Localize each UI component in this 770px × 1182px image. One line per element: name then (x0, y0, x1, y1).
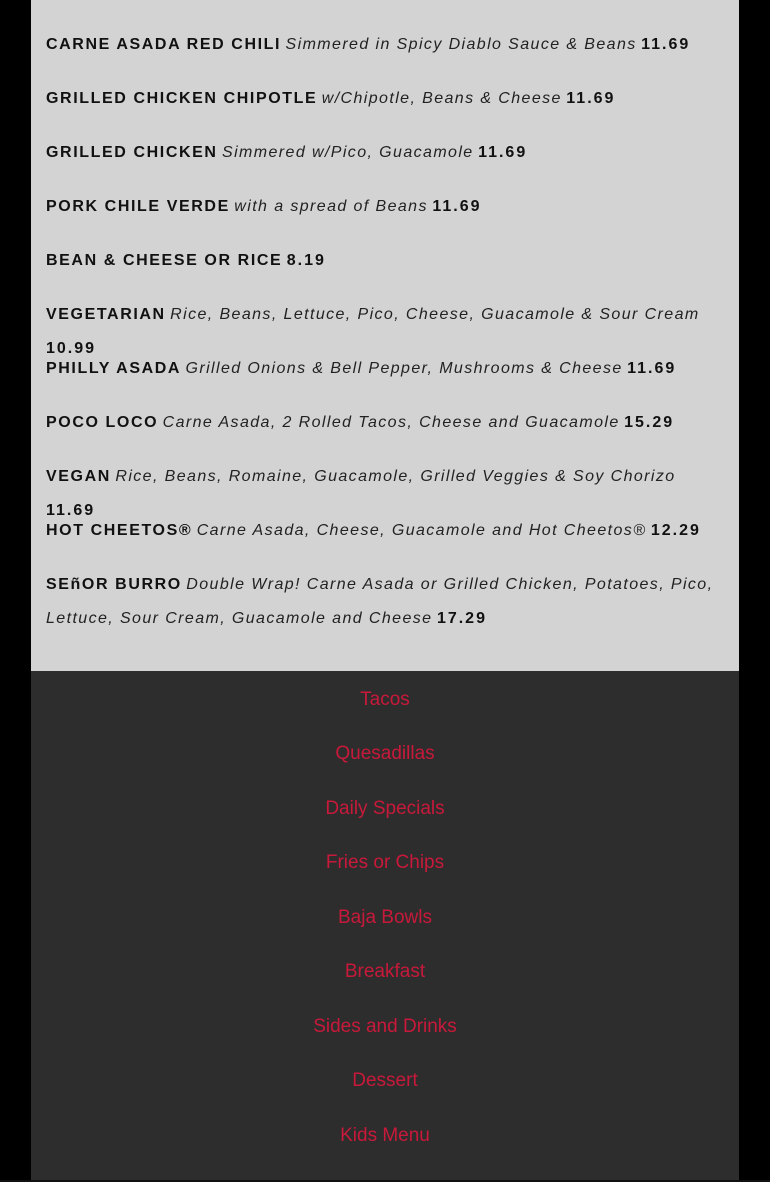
menu-item-price: 17.29 (436, 610, 487, 627)
nav-link-kids-menu[interactable]: Kids Menu (340, 1125, 430, 1146)
menu-item (46, 82, 726, 116)
menu-item-price: 10.99 (46, 340, 97, 357)
menu-item-price: 11.69 (46, 502, 96, 519)
menu-item-description: Simmered w/Pico, Guacamole (222, 144, 474, 161)
menu-item (46, 136, 726, 170)
menu-item (46, 244, 726, 278)
nav-link-fries-or-chips[interactable]: Fries or Chips (325, 852, 445, 873)
menu-item (46, 190, 726, 224)
menu-item-name: GRILLED CHICKEN CHIPOTLE (46, 90, 318, 107)
menu-item-price: 11.69 (432, 198, 482, 215)
nav-link-daily-specials[interactable]: Daily Specials (325, 798, 445, 819)
menu-item-name: GRILLED CHICKEN (46, 144, 218, 161)
menu-item-description: with a spread of Beans (234, 198, 428, 215)
menu-item-price: 8.19 (286, 252, 326, 269)
menu-item-price: 11.69 (478, 144, 528, 161)
nav-link-quesadillas[interactable]: Quesadillas (335, 743, 435, 764)
menu-item-description: w/Chipotle, Beans & Cheese (321, 90, 562, 107)
menu-item-name: VEGAN (46, 468, 111, 485)
menu-item-description: Carne Asada, Cheese, Guacamole and Hot Cheetos® (196, 522, 647, 539)
menu-item-name: PORK CHILE VERDE (46, 198, 230, 215)
menu-item (46, 28, 726, 62)
menu-item-name: CARNE ASADA RED CHILI (46, 36, 282, 53)
menu-item-description: Rice, Beans, Romaine, Guacamole, Grilled Veggies & Soy Chorizo (115, 468, 676, 485)
menu-panel (31, 0, 739, 671)
menu-item-name: VEGETARIAN (46, 306, 166, 323)
menu-item-price: 12.29 (650, 522, 701, 539)
menu-item-name: SEñOR BURRO (46, 576, 182, 593)
nav-link-sides-and-drinks[interactable]: Sides and Drinks (313, 1016, 457, 1037)
menu-item-price: 11.69 (627, 360, 677, 377)
menu-item-name: PHILLY ASADA (46, 360, 182, 377)
menu-item (46, 568, 726, 636)
nav-link-baja-bowls[interactable]: Baja Bowls (338, 907, 432, 928)
category-nav (31, 671, 739, 1180)
menu-item-price: 11.69 (566, 90, 616, 107)
menu-item-price: 15.29 (624, 414, 675, 431)
nav-link-dessert[interactable]: Dessert (352, 1070, 418, 1091)
menu-item (46, 352, 726, 386)
menu-item-name: HOT CHEETOS® (46, 522, 193, 539)
menu-item-description: Simmered in Spicy Diablo Sauce & Beans (285, 36, 637, 53)
menu-item-description: Carne Asada, 2 Rolled Tacos, Cheese and Guacamole (162, 414, 620, 431)
menu-item-name: BEAN & CHEESE OR RICE (46, 252, 283, 269)
nav-link-breakfast[interactable]: Breakfast (344, 961, 426, 982)
menu-item (46, 406, 726, 440)
nav-link-tacos[interactable]: Tacos (360, 689, 410, 710)
menu-item-description: Rice, Beans, Lettuce, Pico, Cheese, Guacamole & Sour Cream (170, 306, 700, 323)
menu-item-price: 11.69 (641, 36, 691, 53)
menu-item-description: Grilled Onions & Bell Pepper, Mushrooms & Cheese (185, 360, 623, 377)
menu-item-description: Double Wrap! Carne Asada or Grilled Chicken, Potatoes, Pico, Lettuce, Sour Cream, Guacamole and Cheese (46, 576, 714, 627)
menu-item-name: POCO LOCO (46, 414, 159, 431)
menu-item (46, 514, 726, 548)
